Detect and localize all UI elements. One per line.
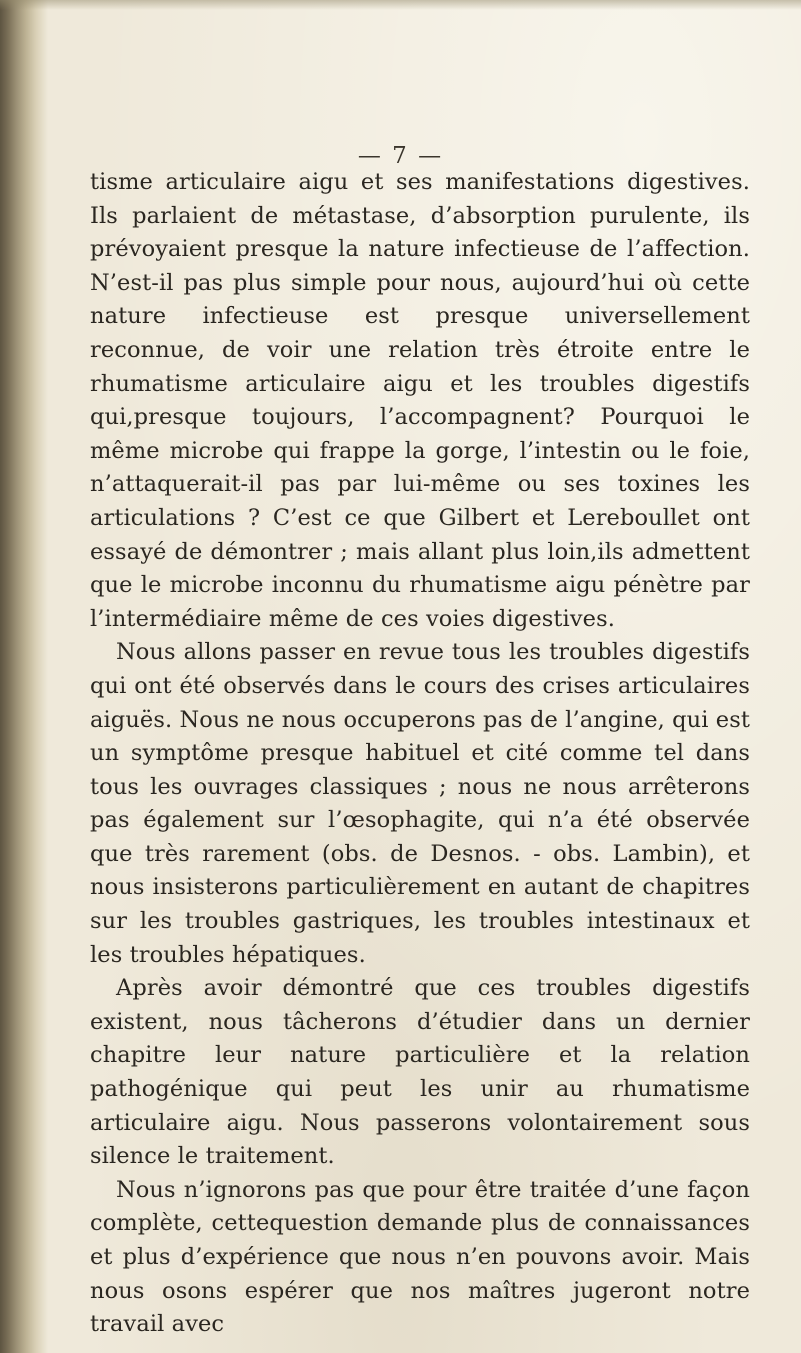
paragraph-2: Nous allons passer en revue tous les troubles digestifs qui ont été observés dans le cours des crises articulaires aiguës. Nous ne nous occuperons pas de l’angine, qui est un symptôme presque habituel et cité comme tel dans tous les ouvrages classiques ; nous ne nous arrêterons pas également sur l’œsophagite, qui n’a été observée que très rarement (obs. de Desnos. - obs. Lambin), et nous insisterons particulièrement en autant de chapitres sur les troubles gastriques, les troubles intestinaux et les troubles hépatiques.: [90, 639, 750, 968]
paragraph-4: Nous n’ignorons pas que pour être traitée d’une façon complète, cettequestion demande plus de connaissances et plus d’expérience que nous n’en pouvons avoir. Mais nous osons espérer que nos maîtres jugeront notre travail avec: [90, 1176, 750, 1338]
paragraph-1: tisme articulaire aigu et ses manifestations digestives. Ils parlaient de métastase, d’absorption purulente, ils prévoyaient presque la nature infectieuse de l’affection. N’est-il pas plus simple pour nous, aujourd’hui où cette nature infectieuse est presque universellement reconnue, de voir une relation très étroite entre le rhumatisme articulaire aigu et les troubles digestifs qui,presque toujours, l’accompagnent? Pourquoi le même microbe qui frappe la gorge, l’intestin ou le foie, n’attaquerait-il pas par lui-même ou ses toxines les articulations ? C’est ce que Gilbert et Lereboullet ont essayé de démontrer ; mais allant plus loin,ils admettent que le microbe inconnu du rhumatisme aigu pénètre par l’intermédiaire même de ces voies digestives.: [90, 169, 750, 632]
paragraph-3: Après avoir démontré que ces troubles digestifs existent, nous tâcherons d’étudier dans un dernier chapitre leur nature particulière et la relation pathogénique qui peut les unir au rhumatisme articulaire aigu. Nous passerons volontairement sous silence le traitement.: [90, 975, 750, 1170]
body-text: [90, 166, 750, 1342]
page-number: — 7 —: [357, 143, 444, 169]
page-binding-shadow: [0, 0, 48, 1353]
page-top-edge: [0, 0, 801, 10]
